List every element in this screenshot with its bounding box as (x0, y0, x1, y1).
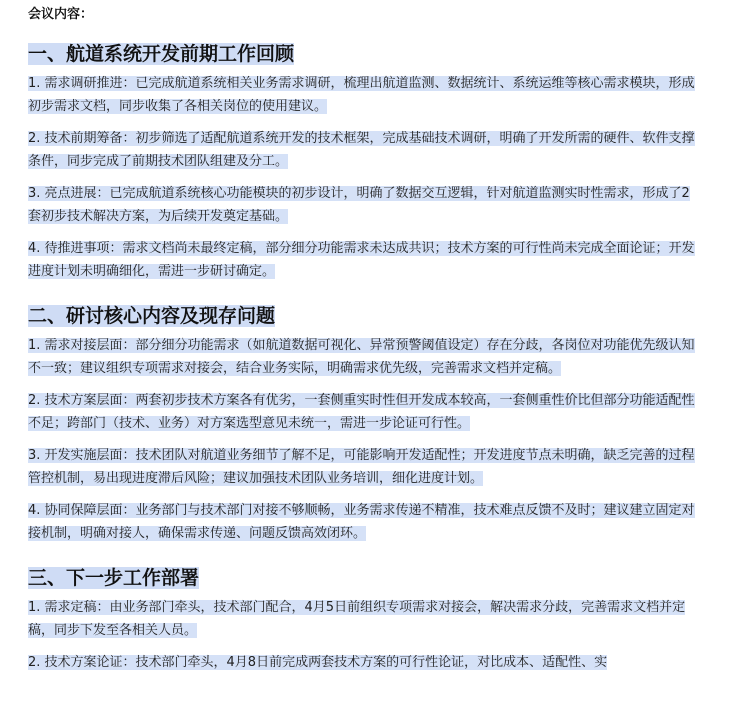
paragraph-item (28, 651, 696, 674)
paragraph-text: 4. 待推进事项：需求文档尚未最终定稿，部分细分功能需求未达成共识；技术方案的可行性尚未完成全面论证；开发进度计划未明确细化，需进一步研讨确定。 (28, 241, 695, 279)
paragraph-item (28, 444, 696, 490)
paragraph-item (28, 182, 696, 228)
section-review (28, 40, 696, 283)
paragraph-text: 2. 技术方案论证：技术部门牵头，4月8日前完成两套技术方案的可行性论证，对比成本、适配性、实 (28, 655, 608, 670)
paragraph-text: 3. 开发实施层面：技术团队对航道业务细节了解不足，可能影响开发适配性；开发进度节点未明确，缺乏完善的过程管控机制，易出现进度滞后风险；建议加强技术团队业务培训，细化进度计划。 (28, 448, 695, 486)
paragraph-text: 1. 需求定稿：由业务部门牵头，技术部门配合，4月5日前组织专项需求对接会，解决需求分歧，完善需求文档并定稿，同步下发至各相关人员。 (28, 600, 686, 638)
paragraph-item (28, 389, 696, 435)
paragraph-item (28, 72, 696, 118)
paragraph-text: 2. 技术前期筹备：初步筛选了适配航道系统开发的技术框架，完成基础技术调研，明确了开发所需的硬件、软件支撑条件，同步完成了前期技术团队组建及分工。 (28, 131, 695, 169)
paragraph-text: 4. 协同保障层面：业务部门与技术部门对接不够顺畅，业务需求传递不精准，技术难点反馈不及时；建议建立固定对接机制，明确对接人，确保需求传递、问题反馈高效闭环。 (28, 503, 695, 541)
section-heading (28, 564, 696, 594)
paragraph-item (28, 334, 696, 380)
section-heading (28, 302, 696, 332)
paragraph-text: 1. 需求对接层面：部分细分功能需求（如航道数据可视化、异常预警阈值设定）存在分歧，各岗位对功能优先级认知不一致；建议组织专项需求对接会，结合业务实际，明确需求优先级，完善需求文档并定稿。 (28, 338, 695, 376)
paragraph-text: 1. 需求调研推进：已完成航道系统相关业务需求调研，梳理出航道监测、数据统计、系统运维等核心需求模块，形成初步需求文档，同步收集了各相关岗位的使用建议。 (28, 76, 695, 114)
meeting-document (28, 0, 696, 674)
paragraph-item (28, 237, 696, 283)
paragraph-text: 3. 亮点进展：已完成航道系统核心功能模块的初步设计，明确了数据交互逻辑，针对航道监测实时性需求，形成了2套初步技术解决方案，为后续开发奠定基础。 (28, 186, 690, 224)
section-heading-text: 二、研讨核心内容及现存问题 (28, 305, 276, 327)
meeting-content-label: 会议内容： (28, 7, 94, 22)
paragraph-item (28, 127, 696, 173)
section-next-steps (28, 564, 696, 674)
section-heading (28, 40, 696, 70)
paragraph-item (28, 596, 696, 642)
paragraph-item (28, 499, 696, 545)
section-heading-text: 三、下一步工作部署 (28, 567, 200, 589)
section-discussion (28, 302, 696, 545)
paragraph-text: 2. 技术方案层面：两套初步技术方案各有优劣，一套侧重实时性但开发成本较高，一套侧重性价比但部分功能适配性不足；跨部门（技术、业务）对方案选型意见未统一，需进一步论证可行性。 (28, 393, 695, 431)
section-heading-text: 一、航道系统开发前期工作回顾 (28, 43, 295, 65)
